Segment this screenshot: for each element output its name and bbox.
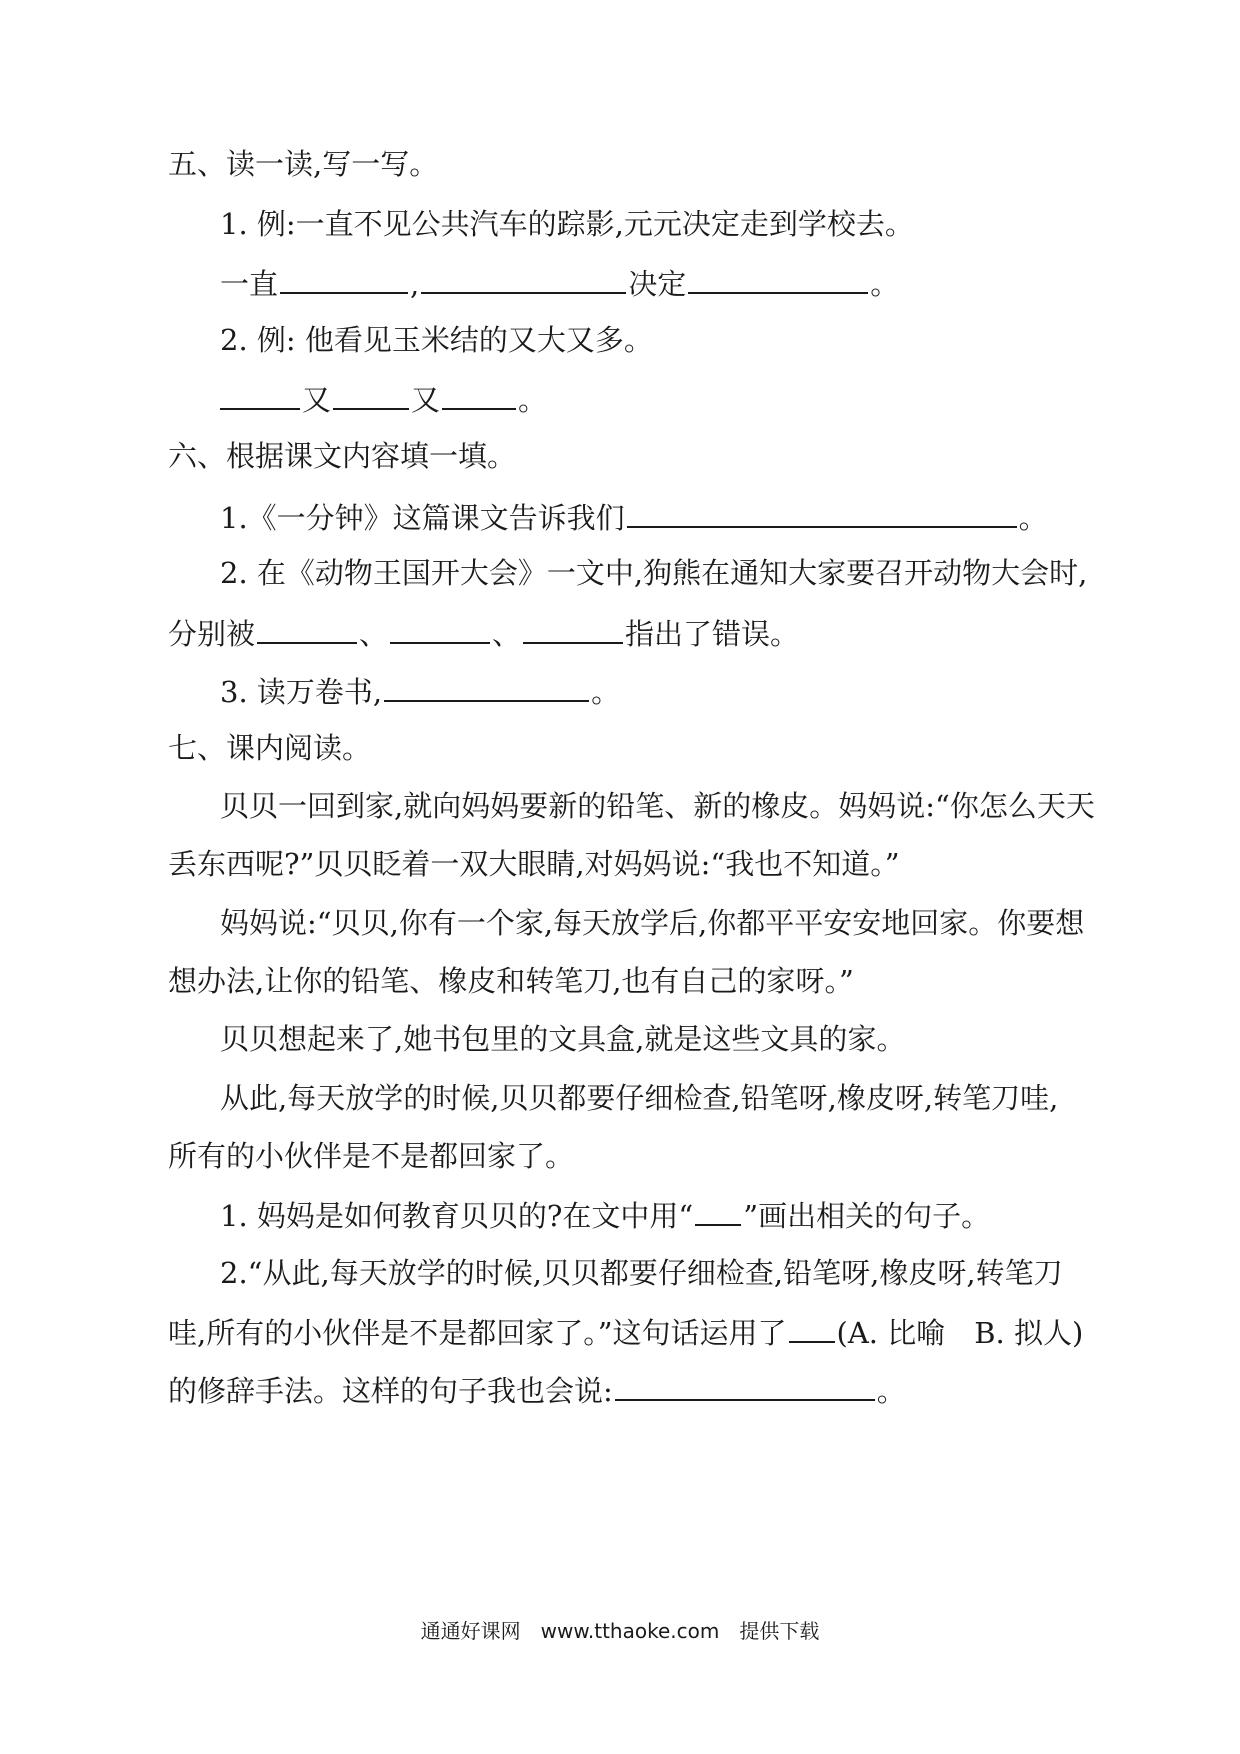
question-text: 指出了错误。 <box>625 617 800 651</box>
question-text: 3. 读万卷书, <box>220 675 383 709</box>
answer-blank[interactable] <box>280 262 408 294</box>
question-text: 1. 妈妈是如何教育贝贝的?在文中用“ <box>220 1199 694 1233</box>
question-text: 、 <box>492 617 522 651</box>
fill-label: , <box>410 267 420 301</box>
passage-line: 从此,每天放学的时候,贝贝都要仔细检查,铅笔呀,橡皮呀,转笔刀哇, <box>220 1081 1059 1115</box>
answer-blank[interactable] <box>384 670 589 702</box>
answer-blank[interactable] <box>333 378 409 410</box>
question-text: ”画出相关的句子。 <box>743 1199 991 1233</box>
question-text: 、 <box>359 617 389 651</box>
question-text: 。 <box>876 1374 906 1408</box>
s7-question-1 <box>220 1194 990 1236</box>
passage-line: 妈妈说:“贝贝,你有一个家,每天放学后,你都平平安安地回家。你要想 <box>220 906 1085 940</box>
page-footer: 通通好课网 www.tthaoke.com 提供下载 <box>420 1619 820 1643</box>
passage-line: 所有的小伙伴是不是都回家了。 <box>168 1139 575 1173</box>
s5-question-2-fill <box>218 378 547 420</box>
question-text: 。 <box>1018 501 1048 535</box>
answer-blank[interactable] <box>615 1369 875 1401</box>
s7-question-2-line-2 <box>168 1311 1083 1353</box>
s7-question-2-line-3 <box>168 1369 906 1411</box>
s6-question-1 <box>220 496 1048 538</box>
s5-question-1-fill <box>220 262 899 304</box>
section-6-heading: 六、根据课文内容填一填。 <box>168 439 517 473</box>
s6-question-2-line-1: 2. 在《动物王国开大会》一文中,狗熊在通知大家要召开动物大会时, <box>220 556 1088 590</box>
answer-blank[interactable] <box>627 496 1017 528</box>
passage-line: 想办法,让你的铅笔、橡皮和转笔刀,也有自己的家呀。” <box>168 964 854 998</box>
answer-blank[interactable] <box>688 262 868 294</box>
answer-blank[interactable] <box>789 1311 835 1343</box>
s7-question-2-line-1: 2.“从此,每天放学的时候,贝贝都要仔细检查,铅笔呀,橡皮呀,转笔刀 <box>220 1256 1063 1290</box>
section-7-heading: 七、课内阅读。 <box>168 731 372 765</box>
answer-blank[interactable] <box>257 612 357 644</box>
section-5-heading: 五、读一读,写一写。 <box>168 147 439 181</box>
question-text: 。 <box>591 675 621 709</box>
underline-sample <box>695 1194 741 1226</box>
fill-label: 一直 <box>220 267 279 301</box>
question-text: 分别被 <box>168 617 256 651</box>
answer-blank[interactable] <box>220 378 300 410</box>
fill-label: 。 <box>870 267 900 301</box>
answer-blank[interactable] <box>390 612 490 644</box>
fill-label: 又 <box>302 383 332 417</box>
fill-label: 又 <box>411 383 441 417</box>
s5-question-1: 1. 例:一直不见公共汽车的踪影,元元决定走到学校去。 <box>220 207 914 241</box>
question-text: 的修辞手法。这样的句子我也会说: <box>168 1374 613 1408</box>
s6-question-3 <box>220 670 620 712</box>
passage-line: 贝贝一回到家,就向妈妈要新的铅笔、新的橡皮。妈妈说:“你怎么天天 <box>220 789 1095 823</box>
question-text: (A. 比喻 B. 拟人) <box>836 1316 1084 1350</box>
passage-line: 丢东西呢?”贝贝眨着一双大眼睛,对妈妈说:“我也不知道。” <box>168 847 900 881</box>
fill-label: 。 <box>518 383 548 417</box>
passage-line: 贝贝想起来了,她书包里的文具盒,就是这些文具的家。 <box>220 1022 906 1056</box>
question-text: 哇,所有的小伙伴是不是都回家了。”这句话运用了 <box>168 1316 787 1350</box>
s5-question-2: 2. 例: 他看见玉米结的又大又多。 <box>220 323 653 357</box>
fill-label: 决定 <box>628 267 687 301</box>
s6-question-2-line-2 <box>168 612 799 654</box>
question-text: 1.《一分钟》这篇课文告诉我们 <box>220 501 625 535</box>
answer-blank[interactable] <box>421 262 626 294</box>
answer-blank[interactable] <box>523 612 623 644</box>
answer-blank[interactable] <box>442 378 516 410</box>
